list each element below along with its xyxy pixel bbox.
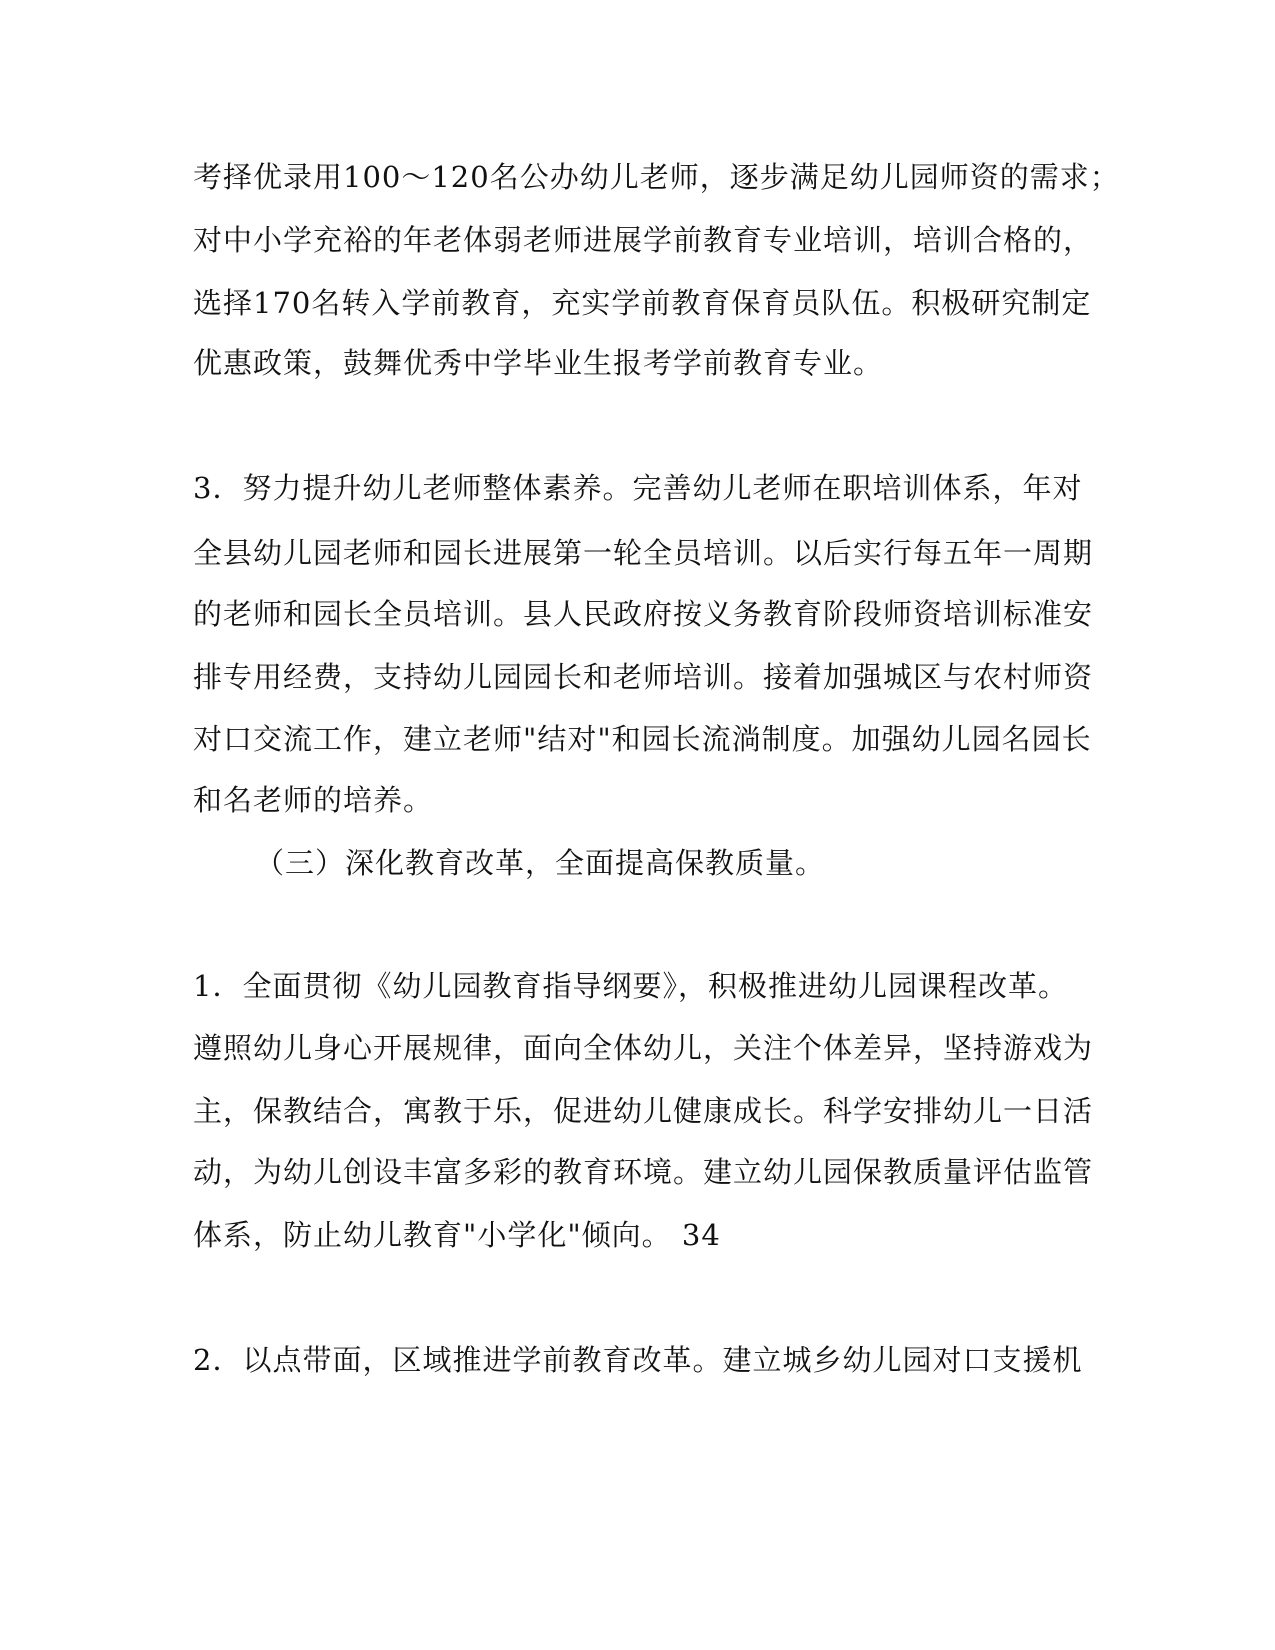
text-line: 1．全面贯彻《幼儿园教育指导纲要》，积极推进幼儿园课程改革。 [193,969,1068,1003]
section-heading: （三）深化教育改革，全面提高保教质量。 [255,846,826,880]
text-line: 优惠政策，鼓舞优秀中学毕业生报考学前教育专业。 [193,346,884,380]
text-line: 的老师和园长全员培训。县人民政府按义务教育阶段师资培训标准安 [193,597,1094,631]
text-line: 主，保教结合，寓教于乐，促进幼儿健康成长。科学安排幼儿一日活 [193,1094,1094,1128]
text-line: 对中小学充裕的年老体弱老师进展学前教育专业培训，培训合格的， [193,223,1094,257]
text-line: 对口交流工作，建立老师"结对"和园长流淌制度。加强幼儿园名园长 [193,722,1092,756]
text-line: 选择170名转入学前教育，充实学前教育保育员队伍。积极研究制定 [193,286,1092,320]
text-line: 2．以点带面，区域推进学前教育改革。建立城乡幼儿园对口支援机 [193,1343,1083,1377]
text-line: 体系，防止幼儿教育"小学化"倾向。 34 [193,1218,721,1252]
text-line: 全县幼儿园老师和园长进展第一轮全员培训。以后实行每五年一周期 [193,536,1094,570]
text-line: 和名老师的培养。 [193,783,434,817]
text-line: 动，为幼儿创设丰富多彩的教育环境。建立幼儿园保教质量评估监管 [193,1155,1094,1189]
text-line: 考择优录用100～120名公办幼儿老师，逐步满足幼儿园师资的需求； [193,160,1120,194]
text-line: 3．努力提升幼儿老师整体素养。完善幼儿老师在职培训体系，年对 [193,471,1083,505]
text-line: 排专用经费，支持幼儿园园长和老师培训。接着加强城区与农村师资 [193,660,1094,694]
text-line: 遵照幼儿身心开展规律，面向全体幼儿，关注个体差异，坚持游戏为 [193,1031,1094,1065]
